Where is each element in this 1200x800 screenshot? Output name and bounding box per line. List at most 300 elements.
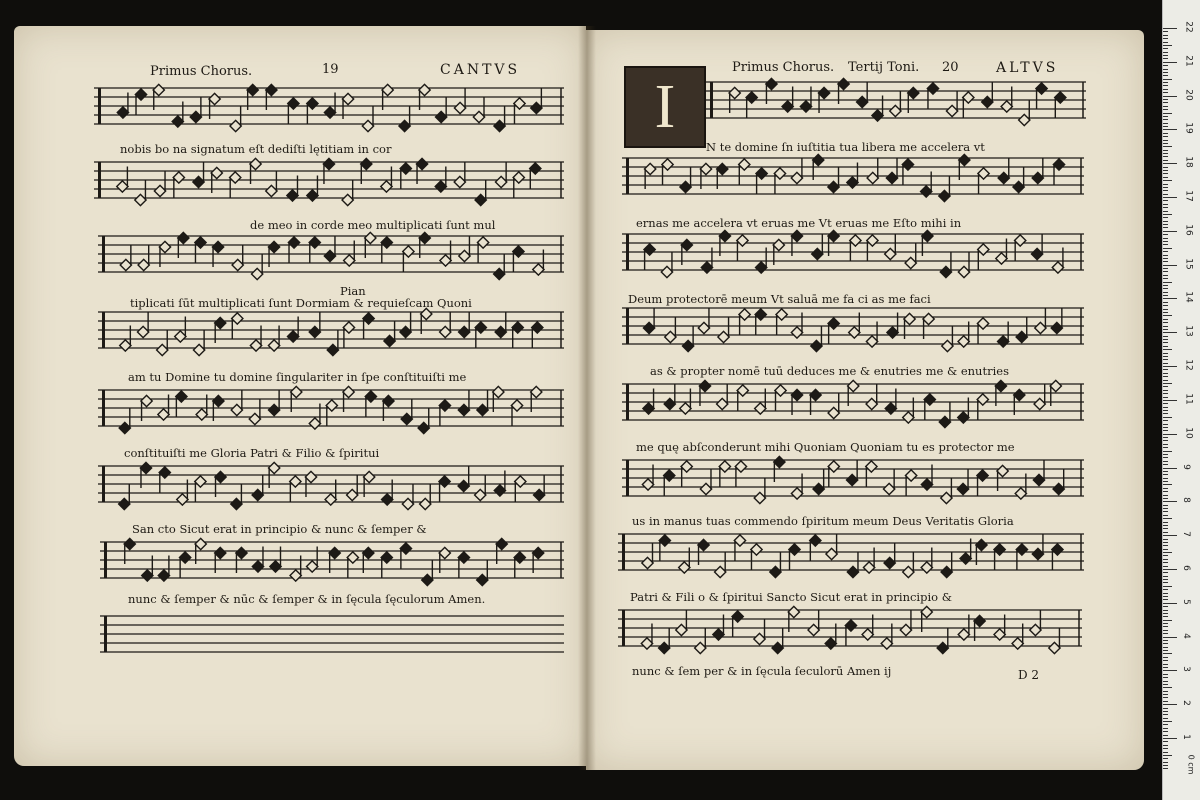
ruler-tick: [1163, 285, 1168, 286]
ruler-tick: [1163, 735, 1168, 736]
clef-mark: [104, 616, 107, 652]
note: [881, 624, 892, 650]
note: [866, 384, 877, 410]
note: [776, 309, 787, 335]
note: [268, 326, 279, 352]
ruler-tick: [1163, 518, 1172, 519]
right-lyric-line-8: nunc & ſem per & in ſęcula ſeculorū Amen ij: [632, 664, 892, 678]
note: [1052, 544, 1063, 570]
ruler-tick: [1163, 96, 1177, 97]
ruler-tick: [1163, 741, 1168, 742]
note: [960, 539, 971, 565]
ruler-tick: [1163, 704, 1177, 705]
ruler-tick: [1163, 724, 1168, 725]
ruler-tick: [1163, 677, 1168, 678]
note: [847, 163, 858, 189]
ruler-tick: [1163, 173, 1168, 174]
right-header-voice: ALTVS: [996, 60, 1059, 76]
note: [682, 326, 693, 352]
note: [887, 313, 898, 339]
ruler-tick: [1163, 670, 1177, 671]
ruler-tick: [1163, 731, 1168, 732]
ruler-tick: [1163, 234, 1168, 235]
right-header-page-number: 20: [942, 60, 959, 75]
ruler-tick: [1163, 474, 1168, 475]
note: [309, 237, 320, 263]
note: [403, 246, 414, 272]
note: [642, 543, 653, 569]
note: [755, 309, 766, 335]
ruler-tick: [1163, 349, 1172, 350]
note: [117, 167, 128, 193]
ruler-tick: [1163, 637, 1177, 638]
note: [1019, 100, 1030, 126]
clef-mark: [626, 384, 629, 420]
ruler-tick: [1163, 133, 1168, 134]
ruler-tick: [1163, 305, 1168, 306]
ruler-tick: [1163, 508, 1168, 509]
ruler-tick: [1163, 623, 1168, 624]
note: [921, 465, 932, 491]
ruler-tick: [1163, 227, 1168, 228]
clef-mark: [102, 312, 105, 348]
ruler-tick: [1163, 167, 1168, 168]
note: [886, 158, 897, 184]
left-interline-word: Pian: [340, 284, 366, 298]
note: [680, 389, 691, 415]
note: [135, 180, 146, 206]
note: [885, 234, 896, 260]
note: [290, 476, 301, 502]
ruler-tick: [1163, 511, 1168, 512]
note: [231, 484, 242, 510]
note: [420, 484, 431, 510]
note: [676, 610, 687, 636]
music-staff: [98, 460, 564, 516]
ruler-tick: [1163, 119, 1168, 120]
ruler-number: 8: [1180, 497, 1191, 504]
note: [135, 89, 146, 115]
note: [857, 82, 868, 108]
note: [808, 610, 819, 636]
ruler-number: 15: [1183, 257, 1194, 270]
note: [698, 308, 709, 334]
note: [381, 237, 392, 263]
ruler-tick: [1163, 271, 1168, 272]
note: [343, 322, 354, 348]
music-staff: [100, 610, 564, 666]
note: [1032, 158, 1043, 184]
ruler-tick: [1163, 515, 1168, 516]
ruler-tick: [1163, 244, 1168, 245]
ruler-tick: [1163, 319, 1168, 320]
ruler-tick: [1163, 407, 1168, 408]
ruler-number: 12: [1183, 359, 1194, 371]
note: [533, 475, 544, 501]
note: [937, 628, 948, 654]
ruler-tick: [1163, 650, 1168, 651]
ruler-number: 16: [1183, 224, 1194, 236]
note: [252, 547, 263, 573]
note: [137, 312, 148, 338]
note: [715, 552, 726, 578]
note: [905, 243, 916, 269]
clef-mark: [710, 82, 713, 118]
note: [435, 97, 446, 123]
ruler-tick: [1163, 397, 1168, 398]
ruler-tick: [1163, 728, 1168, 729]
note: [270, 547, 281, 573]
ruler-tick: [1163, 745, 1168, 746]
note: [1053, 159, 1064, 185]
ruler-tick: [1163, 447, 1168, 448]
ruler-tick: [1163, 579, 1168, 580]
note: [866, 322, 877, 348]
note: [347, 552, 358, 578]
right-lyric-line-6: us in manus tuas commendo ſpiritum meum Deus Veritatis Gloria: [632, 514, 1014, 528]
note: [190, 97, 201, 123]
note: [643, 389, 654, 415]
note: [641, 624, 652, 650]
ruler-tick: [1163, 143, 1168, 144]
ruler-tick: [1163, 116, 1168, 117]
right-lyric-line-3: Deum protectorē meum Vt saluā me fa ci as me faci: [628, 292, 931, 306]
note: [513, 172, 524, 198]
note: [440, 312, 451, 338]
ruler-tick: [1163, 603, 1177, 604]
note: [440, 241, 451, 267]
note: [978, 168, 989, 194]
note: [287, 176, 298, 202]
note: [924, 394, 935, 420]
note: [927, 83, 938, 109]
ruler-tick: [1163, 146, 1172, 147]
ruler-number: 11: [1183, 393, 1194, 405]
ruler-tick: [1163, 647, 1168, 648]
ruler-number: 21: [1183, 55, 1194, 67]
note: [1036, 83, 1047, 109]
ruler-tick: [1163, 251, 1168, 252]
note: [963, 92, 974, 118]
music-staff: [622, 302, 1084, 358]
ruler-tick: [1163, 315, 1172, 316]
note: [142, 556, 153, 582]
ruler-tick: [1163, 265, 1177, 266]
ruler-tick: [1163, 75, 1168, 76]
ruler-tick: [1163, 28, 1177, 29]
ruler-tick: [1163, 586, 1172, 587]
ruler-tick: [1163, 211, 1168, 212]
note: [382, 480, 393, 506]
note: [939, 176, 950, 202]
note: [511, 400, 522, 426]
ruler-tick: [1163, 373, 1168, 374]
note: [867, 158, 878, 184]
ruler-tick: [1163, 501, 1177, 502]
ruler-tick: [1163, 768, 1168, 769]
ruler-tick: [1163, 282, 1172, 283]
note: [439, 476, 450, 502]
ruler-tick: [1163, 302, 1168, 303]
ruler-tick: [1163, 82, 1168, 83]
ruler-tick: [1163, 576, 1168, 577]
note: [268, 390, 279, 416]
ruler-tick: [1163, 542, 1168, 543]
note: [664, 470, 675, 496]
ruler-tick: [1163, 691, 1168, 692]
note: [119, 484, 130, 510]
note: [459, 236, 470, 262]
ruler-tick: [1163, 562, 1168, 563]
ruler-number: 20: [1183, 88, 1194, 101]
decorated-initial: I: [624, 66, 706, 148]
ruler-tick: [1163, 359, 1168, 360]
note: [458, 390, 469, 416]
left-lyric-line-1: nobis bo na signatum eſt dediſti lętitiam in cor: [120, 142, 392, 156]
ruler-tick: [1163, 92, 1168, 93]
ruler-tick: [1163, 616, 1168, 617]
ruler-tick: [1163, 58, 1168, 59]
note: [1052, 248, 1063, 274]
note: [459, 312, 470, 338]
ruler-tick: [1163, 194, 1168, 195]
note: [958, 615, 969, 641]
ruler-tick: [1163, 72, 1168, 73]
note: [347, 475, 358, 501]
left-header-voice: CANTVS: [440, 62, 521, 78]
ruler-tick: [1163, 197, 1177, 198]
ruler-number: 17: [1183, 190, 1194, 202]
ruler-tick: [1163, 606, 1168, 607]
note: [1034, 384, 1045, 410]
ruler-tick: [1163, 248, 1172, 249]
note: [401, 399, 412, 425]
note: [120, 245, 131, 271]
left-header-chorus: Primus Chorus.: [150, 64, 253, 79]
note: [734, 535, 745, 561]
ruler-tick: [1163, 42, 1168, 43]
ruler-tick: [1163, 748, 1168, 749]
ruler-tick: [1163, 758, 1168, 759]
note: [642, 465, 653, 491]
note: [812, 234, 823, 260]
note: [921, 172, 932, 198]
note: [998, 322, 1009, 348]
note: [902, 159, 913, 185]
note: [458, 466, 469, 492]
note: [326, 400, 337, 426]
ruler-tick: [1163, 687, 1172, 688]
ruler-tick: [1163, 332, 1177, 333]
ruler-tick: [1163, 102, 1168, 103]
clef-mark: [626, 460, 629, 496]
ruler-tick: [1163, 150, 1168, 151]
note: [195, 237, 206, 263]
ruler-tick: [1163, 288, 1168, 289]
ruler-tick: [1163, 184, 1168, 185]
clef-mark: [626, 158, 629, 194]
ruler-tick: [1163, 572, 1168, 573]
note: [193, 162, 204, 188]
clef-mark: [626, 234, 629, 270]
ruler-tick: [1163, 681, 1168, 682]
ruler-tick: [1163, 342, 1168, 343]
note: [941, 552, 952, 578]
clef-mark: [622, 610, 625, 646]
note: [884, 543, 895, 569]
clef-mark: [626, 308, 629, 344]
note: [494, 106, 505, 132]
note: [890, 91, 901, 117]
note: [900, 610, 911, 636]
ruler-tick: [1163, 694, 1168, 695]
ruler-tick: [1163, 89, 1168, 90]
ruler-number: 14: [1183, 291, 1194, 304]
ruler-tick: [1163, 99, 1168, 100]
note: [1016, 317, 1027, 343]
music-staff: [706, 76, 1086, 132]
note: [665, 317, 676, 343]
ruler-tick: [1163, 160, 1168, 161]
left-lyric-line-4: am tu Domine tu domine ſingulariter in ſpe conſtituiſti me: [128, 370, 467, 384]
note: [957, 469, 968, 495]
note: [477, 560, 488, 586]
ruler-tick: [1163, 481, 1168, 482]
ruler-number: 19: [1183, 122, 1194, 135]
note: [512, 322, 523, 348]
ruler-number: 3: [1180, 666, 1191, 673]
note: [418, 408, 429, 434]
ruler-tick: [1163, 369, 1168, 370]
ruler-tick: [1163, 69, 1168, 70]
note: [800, 87, 811, 113]
ruler-tick: [1163, 363, 1168, 364]
ruler-tick: [1163, 522, 1168, 523]
ruler-tick: [1163, 525, 1168, 526]
ruler-tick: [1163, 420, 1168, 421]
ruler-tick: [1163, 207, 1168, 208]
clef-mark: [98, 88, 101, 124]
right-lyric-line-2: ernas me accelera vt eruas me Vt eruas me Eſto mihi in: [636, 216, 962, 230]
note: [994, 615, 1005, 641]
note: [903, 552, 914, 578]
ruler-tick: [1163, 156, 1168, 157]
note: [772, 628, 783, 654]
note: [515, 476, 526, 502]
note: [327, 330, 338, 356]
note: [400, 163, 411, 189]
ruler-tick: [1163, 552, 1172, 553]
left-lyric-line-3: tiplicati ſūt multiplicati ſunt Dormiam & requieſcam Quoni: [130, 296, 472, 310]
ruler-tick: [1163, 177, 1168, 178]
note: [695, 628, 706, 654]
note: [288, 237, 299, 263]
note: [1012, 624, 1023, 650]
note: [659, 628, 670, 654]
note: [681, 461, 692, 487]
note: [659, 535, 670, 561]
ruler-tick: [1163, 38, 1168, 39]
ruler-tick: [1163, 640, 1168, 641]
note: [755, 389, 766, 415]
ruler-tick: [1163, 596, 1168, 597]
note: [756, 248, 767, 274]
note: [230, 172, 241, 198]
ruler-number: 18: [1183, 156, 1194, 168]
music-staff: [622, 228, 1084, 284]
ruler-unit: 0 cm: [1186, 754, 1196, 775]
right-lyric-line-1: N te domine ſn iuſtitia tua libera me accelera vt: [706, 140, 985, 154]
ruler-tick: [1163, 461, 1168, 462]
note: [477, 390, 488, 416]
ruler-tick: [1163, 48, 1168, 49]
note: [307, 547, 318, 573]
note: [847, 552, 858, 578]
ruler-tick: [1163, 275, 1168, 276]
note: [473, 97, 484, 123]
ruler-tick: [1163, 440, 1168, 441]
note: [495, 162, 506, 188]
left-lyric-line-6: San cto Sicut erat in principio & nunc & ſemper &: [132, 522, 427, 536]
ruler-tick: [1163, 187, 1168, 188]
note: [996, 239, 1007, 265]
ruler-tick: [1163, 140, 1168, 141]
ruler-tick: [1163, 437, 1168, 438]
note: [958, 398, 969, 424]
note: [1035, 308, 1046, 334]
note: [977, 394, 988, 420]
ruler-tick: [1163, 653, 1172, 654]
note: [1032, 534, 1043, 560]
note: [850, 235, 861, 261]
ruler-tick: [1163, 549, 1168, 550]
note: [307, 176, 318, 202]
measurement-ruler: [1162, 0, 1200, 800]
ruler-tick: [1163, 312, 1168, 313]
note: [679, 548, 690, 574]
note: [177, 480, 188, 506]
ruler-number: 10: [1183, 426, 1194, 439]
note: [1001, 87, 1012, 113]
note: [231, 390, 242, 416]
note: [867, 235, 878, 261]
note: [193, 330, 204, 356]
note: [175, 317, 186, 343]
note: [384, 321, 395, 347]
ruler-tick: [1163, 582, 1168, 583]
note: [849, 313, 860, 339]
ruler-tick: [1163, 667, 1168, 668]
ruler-tick: [1163, 180, 1172, 181]
ruler-tick: [1163, 484, 1172, 485]
note: [828, 318, 839, 344]
note: [826, 534, 837, 560]
note: [158, 556, 169, 582]
note: [866, 461, 877, 487]
ruler-tick: [1163, 457, 1168, 458]
note: [719, 461, 730, 487]
ruler-tick: [1163, 451, 1172, 452]
note: [1015, 235, 1026, 261]
ruler-tick: [1163, 376, 1168, 377]
ruler-tick: [1163, 566, 1168, 567]
note: [513, 246, 524, 272]
music-staff: [98, 230, 564, 286]
note: [1031, 234, 1042, 260]
ruler-tick: [1163, 555, 1168, 556]
ruler-tick: [1163, 336, 1168, 337]
ruler-number: 5: [1180, 598, 1191, 605]
